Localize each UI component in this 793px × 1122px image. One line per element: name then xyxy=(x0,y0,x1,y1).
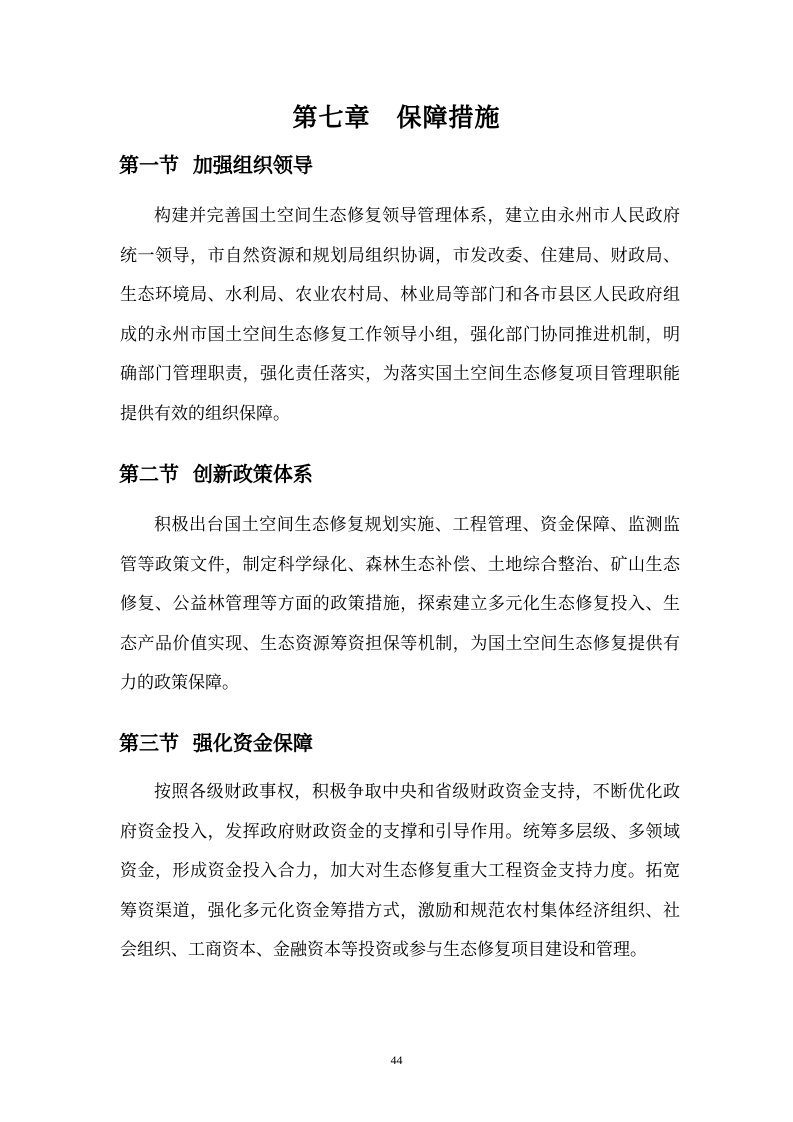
page-number: 44 xyxy=(390,1053,403,1067)
section-2-paragraph: 积极出台国土空间生态修复规划实施、工程管理、资金保障、监测监管等政策文件，制定科学绿化、森林生态补偿、土地综合整治、矿山生态修复、公益林管理等方面的政策措施，探索建立多元化生态修复投入、生态产品价值实现、生态资源筹资担保等机制，为国土空间生态修复提供有力的政策保障。 xyxy=(120,515,680,693)
section-1-heading: 第一节 加强组织领导 xyxy=(119,153,313,177)
section-2-heading: 第二节 创新政策体系 xyxy=(119,462,313,486)
section-1-paragraph: 构建并完善国土空间生态修复领导管理体系，建立由永州市人民政府统一领导，市自然资源和规划局组织协调，市发改委、住建局、财政局、生态环境局、水利局、农业农村局、林业局等部门和各市县区人民政府组成的永州市国土空间生态修复工作领导小组，强化部门协同推进机制，明确部门管理职责，强化责任落实，为落实国土空间生态修复项目管理职能提供有效的组织保障。 xyxy=(120,206,680,424)
section-3-heading: 第三节 强化资金保障 xyxy=(119,731,313,755)
chapter-title: 第七章 保障措施 xyxy=(292,103,501,132)
section-3-paragraph: 按照各级财政事权，积极争取中央和省级财政资金支持，不断优化政府资金投入，发挥政府财政资金的支撑和引导作用。统筹多层级、多领域资金，形成资金投入合力，加大对生态修复重大工程资金支持力度。拓宽筹资渠道，强化多元化资金筹措方式，激励和规范农村集体经济组织、社会组织、工商资本、金融资本等投资或参与生态修复项目建设和管理。 xyxy=(120,782,680,960)
